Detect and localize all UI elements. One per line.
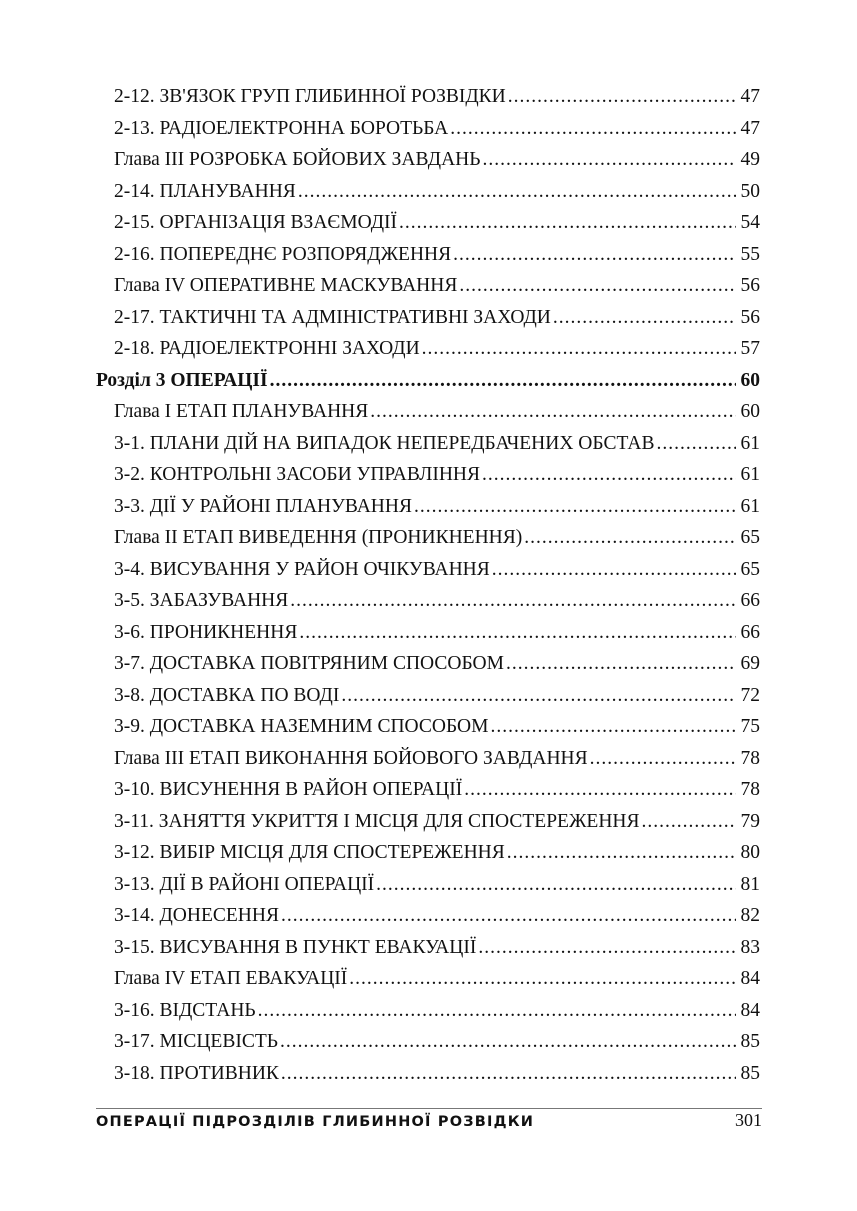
toc-entry-page: 61 — [740, 495, 760, 517]
toc-dot-leader — [370, 396, 736, 428]
toc-entry-page: 84 — [740, 968, 760, 989]
toc-entry-page: 79 — [740, 810, 760, 832]
toc-dot-leader — [422, 333, 736, 365]
toc-entry-title: 3-15. ВИСУВАННЯ В ПУНКТ ЕВАКУАЦІЇ — [114, 936, 477, 958]
toc-entry — [96, 428, 760, 460]
table-of-contents — [96, 81, 760, 1089]
toc-dot-leader — [341, 680, 736, 712]
toc-entry — [96, 239, 760, 271]
toc-entry-title: 3-1. ПЛАНИ ДІЙ НА ВИПАДОК НЕПЕРЕДБАЧЕНИХ ОБСТАВ — [114, 432, 655, 454]
toc-entry-page: 66 — [740, 621, 760, 643]
toc-entry — [96, 1026, 760, 1058]
toc-entry — [96, 302, 760, 334]
toc-entry-page: 47 — [740, 86, 760, 107]
toc-entry — [96, 522, 760, 554]
toc-entry-page: 85 — [740, 1031, 760, 1052]
toc-entry-page: 61 — [740, 464, 760, 485]
toc-dot-leader — [508, 81, 736, 113]
toc-entry-title: 2-14. ПЛАНУВАННЯ — [114, 180, 296, 202]
toc-dot-leader — [478, 932, 736, 964]
toc-entry-page: 50 — [740, 180, 760, 202]
toc-dot-leader — [270, 365, 736, 397]
toc-dot-leader — [299, 617, 736, 649]
toc-entry — [96, 617, 760, 649]
toc-dot-leader — [507, 837, 736, 869]
toc-entry-page: 57 — [740, 338, 760, 359]
toc-entry-title: 3-12. ВИБІР МІСЦЯ ДЛЯ СПОСТЕРЕЖЕННЯ — [114, 842, 505, 863]
toc-dot-leader — [349, 963, 736, 995]
toc-dot-leader — [281, 1058, 736, 1090]
toc-entry-title: 3-13. ДІЇ В РАЙОНІ ОПЕРАЦІЇ — [114, 873, 375, 895]
toc-entry-title: 3-16. ВІДСТАНЬ — [114, 999, 256, 1021]
toc-dot-leader — [506, 648, 736, 680]
toc-entry — [96, 207, 760, 239]
toc-entry-title: 3-11. ЗАНЯТТЯ УКРИТТЯ І МІСЦЯ ДЛЯ СПОСТЕРЕЖЕННЯ — [114, 810, 640, 832]
toc-entry-title: Глава II ЕТАП ВИВЕДЕННЯ (ПРОНИКНЕННЯ) — [114, 527, 523, 548]
toc-entry-title: 2-15. ОРГАНІЗАЦІЯ ВЗАЄМОДІЇ — [114, 212, 398, 233]
toc-dot-leader — [492, 554, 736, 586]
toc-dot-leader — [414, 491, 736, 523]
toc-entry-page: 60 — [740, 401, 760, 422]
toc-entry-page: 72 — [740, 684, 760, 706]
toc-dot-leader — [524, 522, 736, 554]
toc-entry — [96, 995, 760, 1027]
toc-entry-title: Глава I ЕТАП ПЛАНУВАННЯ — [114, 401, 369, 422]
toc-entry — [96, 963, 760, 995]
toc-entry-title: 2-12. ЗВ'ЯЗОК ГРУП ГЛИБИННОЇ РОЗВІДКИ — [114, 86, 506, 107]
toc-dot-leader — [464, 774, 736, 806]
toc-dot-leader — [450, 113, 736, 145]
toc-entry-title: 3-9. ДОСТАВКА НАЗЕМНИМ СПОСОБОМ — [114, 716, 489, 737]
toc-entry — [96, 491, 760, 523]
toc-entry-title: 3-10. ВИСУНЕННЯ В РАЙОН ОПЕРАЦІЇ — [114, 779, 463, 800]
toc-entry-title: 2-17. ТАКТИЧНІ ТА АДМІНІСТРАТИВНІ ЗАХОДИ — [114, 306, 551, 328]
toc-entry — [96, 680, 760, 712]
toc-entry-page: 84 — [740, 999, 760, 1021]
toc-dot-leader — [298, 176, 736, 208]
toc-entry-title: 3-18. ПРОТИВНИК — [114, 1062, 279, 1084]
toc-entry-page: 55 — [740, 243, 760, 265]
toc-entry — [96, 711, 760, 743]
toc-entry — [96, 113, 760, 145]
toc-entry-page: 85 — [740, 1062, 760, 1084]
toc-entry-title: Глава III РОЗРОБКА БОЙОВИХ ЗАВДАНЬ — [114, 149, 481, 170]
toc-entry-title: Глава IV ОПЕРАТИВНЕ МАСКУВАННЯ — [114, 275, 458, 296]
toc-entry-page: 81 — [740, 873, 760, 895]
page-number: 301 — [735, 1110, 762, 1130]
toc-dot-leader — [280, 1026, 736, 1058]
toc-dot-leader — [281, 900, 736, 932]
toc-entry-page: 78 — [740, 747, 760, 769]
toc-entry — [96, 459, 760, 491]
toc-entry-title: 2-13. РАДІОЕЛЕКТРОННА БОРОТЬБА — [114, 117, 449, 139]
toc-entry-page: 66 — [740, 590, 760, 611]
toc-entry-title: 3-17. МІСЦЕВІСТЬ — [114, 1031, 278, 1052]
toc-entry-page: 60 — [740, 369, 760, 391]
toc-dot-leader — [656, 428, 736, 460]
toc-entry-title: 3-14. ДОНЕСЕННЯ — [114, 905, 279, 926]
toc-dot-leader — [453, 239, 736, 271]
toc-entry-title: 2-16. ПОПЕРЕДНЄ РОЗПОРЯДЖЕННЯ — [114, 243, 452, 265]
toc-entry — [96, 396, 760, 428]
toc-entry-page: 82 — [740, 905, 760, 926]
toc-entry — [96, 806, 760, 838]
toc-entry-title: 2-18. РАДІОЕЛЕКТРОННІ ЗАХОДИ — [114, 338, 420, 359]
toc-dot-leader — [482, 144, 736, 176]
toc-entry-page: 49 — [740, 149, 760, 170]
toc-entry-title: 3-6. ПРОНИКНЕННЯ — [114, 621, 298, 643]
toc-entry-title: 3-8. ДОСТАВКА ПО ВОДІ — [114, 684, 340, 706]
toc-entry-page: 54 — [740, 212, 760, 233]
toc-dot-leader — [290, 585, 736, 617]
toc-entry — [96, 554, 760, 586]
toc-entry — [96, 774, 760, 806]
toc-entry-page: 69 — [740, 653, 760, 674]
toc-entry-title: Глава IV ЕТАП ЕВАКУАЦІЇ — [114, 968, 348, 989]
toc-dot-leader — [642, 806, 736, 838]
toc-dot-leader — [490, 711, 736, 743]
toc-entry — [96, 144, 760, 176]
toc-entry — [96, 176, 760, 208]
toc-dot-leader — [590, 743, 736, 775]
toc-section-entry — [96, 365, 760, 397]
toc-entry-page: 65 — [740, 527, 760, 548]
toc-dot-leader — [459, 270, 736, 302]
toc-entry-title: 3-4. ВИСУВАННЯ У РАЙОН ОЧІКУВАННЯ — [114, 558, 490, 580]
toc-entry-page: 47 — [740, 117, 760, 139]
toc-entry — [96, 648, 760, 680]
toc-entry-title: 3-2. КОНТРОЛЬНІ ЗАСОБИ УПРАВЛІННЯ — [114, 464, 481, 485]
toc-entry-page: 65 — [740, 558, 760, 580]
toc-dot-leader — [376, 869, 736, 901]
toc-entry-page: 83 — [740, 936, 760, 958]
toc-entry-page: 78 — [740, 779, 760, 800]
toc-entry — [96, 1058, 760, 1090]
toc-entry-title: Розділ 3 ОПЕРАЦІЇ — [96, 369, 268, 391]
toc-dot-leader — [399, 207, 736, 239]
toc-entry — [96, 869, 760, 901]
toc-entry-title: 3-7. ДОСТАВКА ПОВІТРЯНИМ СПОСОБОМ — [114, 653, 504, 674]
toc-entry-title: 3-5. ЗАБАЗУВАННЯ — [114, 590, 289, 611]
toc-dot-leader — [258, 995, 736, 1027]
toc-entry — [96, 585, 760, 617]
toc-entry — [96, 333, 760, 365]
toc-entry-title: 3-3. ДІЇ У РАЙОНІ ПЛАНУВАННЯ — [114, 495, 412, 517]
toc-entry-page: 80 — [740, 842, 760, 863]
toc-dot-leader — [553, 302, 736, 334]
footer-title: ОПЕРАЦІЇ ПІДРОЗДІЛІВ ГЛИБИННОЇ РОЗВІДКИ — [96, 1114, 535, 1130]
toc-entry-page: 56 — [740, 306, 760, 328]
toc-entry — [96, 932, 760, 964]
toc-entry-page: 75 — [740, 716, 760, 737]
toc-entry — [96, 81, 760, 113]
toc-entry — [96, 900, 760, 932]
toc-entry — [96, 743, 760, 775]
toc-entry — [96, 270, 760, 302]
footer-divider — [96, 1108, 762, 1109]
toc-dot-leader — [482, 459, 736, 491]
toc-entry-page: 56 — [740, 275, 760, 296]
toc-entry-title: Глава III ЕТАП ВИКОНАННЯ БОЙОВОГО ЗАВДАННЯ — [114, 747, 588, 769]
toc-entry-page: 61 — [740, 432, 760, 454]
page-footer — [96, 1110, 762, 1131]
toc-entry — [96, 837, 760, 869]
